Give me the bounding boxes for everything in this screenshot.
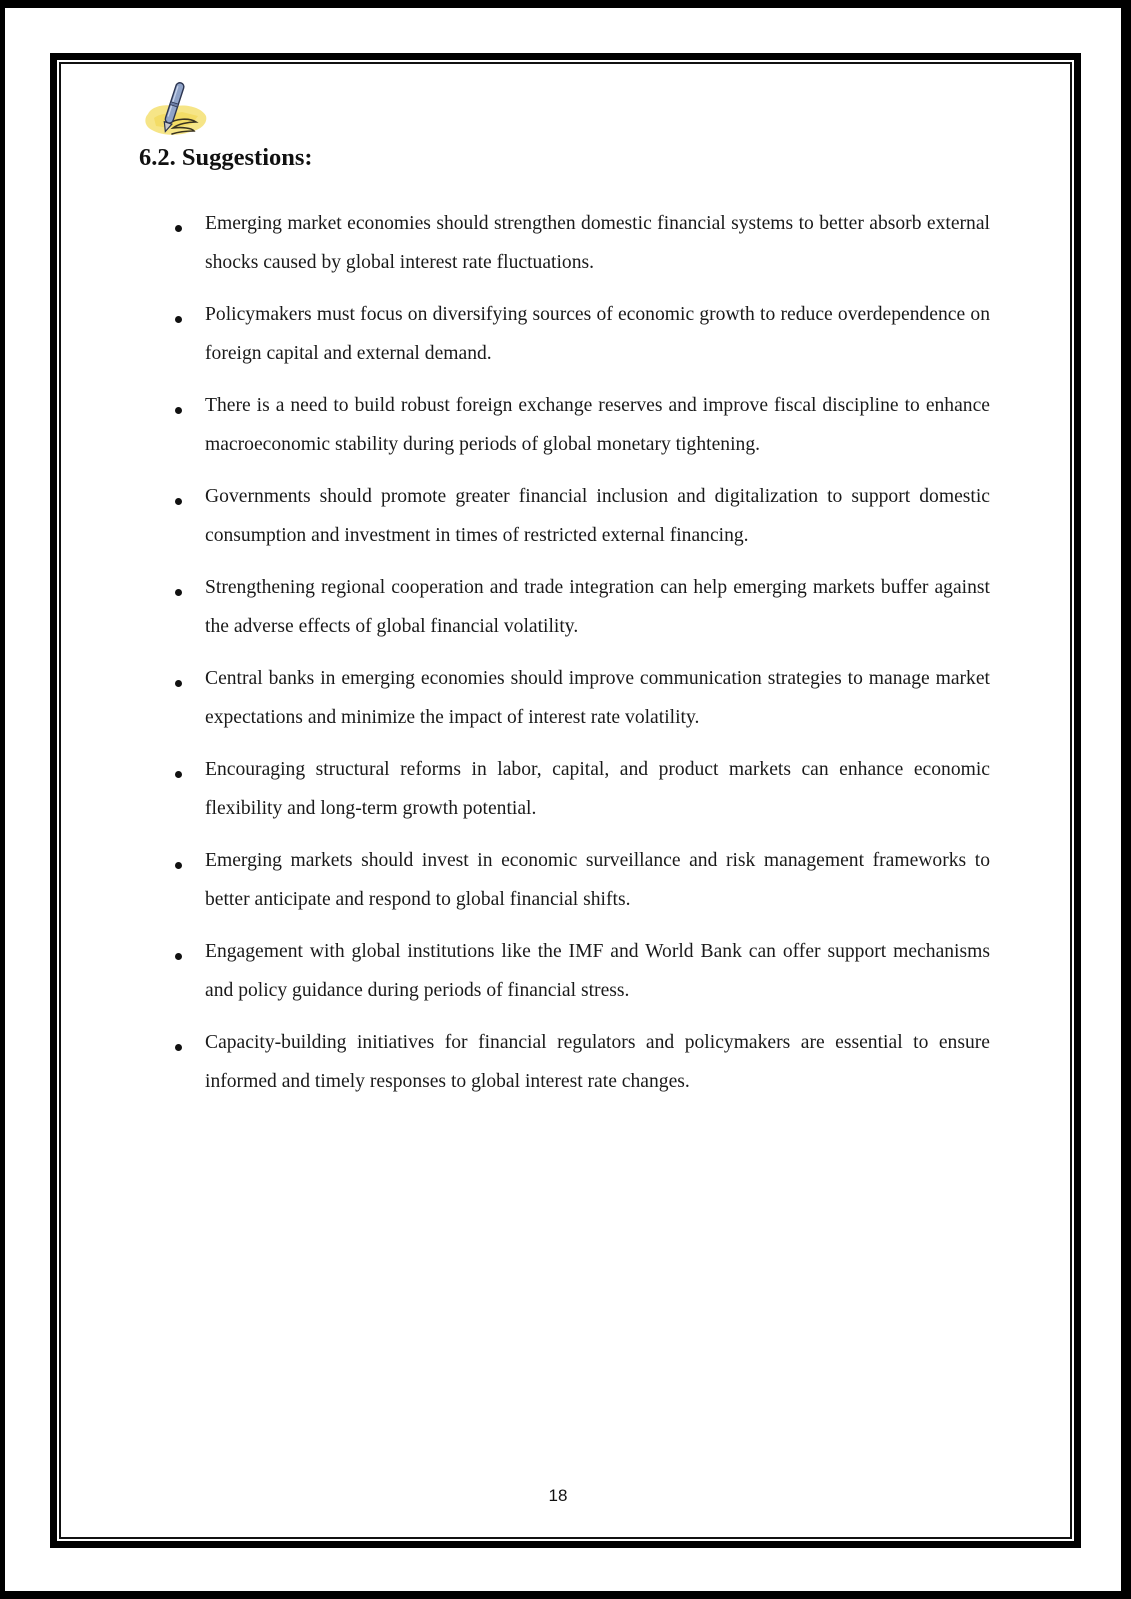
page-number: 18 [548, 1486, 568, 1505]
suggestion-text: Strengthening regional cooperation and trade integration can help emerging markets buffer against the adverse effects of global financial volatility. [205, 577, 990, 637]
bullet-icon [175, 771, 182, 778]
bullet-icon [175, 498, 182, 505]
bullet-icon [175, 225, 182, 232]
suggestion-text: Capacity-building initiatives for financial regulators and policymakers are essential to ensure informed and timely responses to global interest rate changes. [205, 1032, 990, 1092]
section-heading: 6.2. Suggestions: [139, 144, 313, 171]
suggestion-text: Emerging market economies should strengthen domestic financial systems to better absorb external shocks caused by global interest rate fluctuations. [205, 213, 990, 273]
bullet-icon [175, 953, 182, 960]
suggestion-item [5, 396, 1121, 476]
bullet-icon [175, 1044, 182, 1051]
suggestion-item [5, 1033, 1121, 1113]
suggestion-item [5, 487, 1121, 567]
suggestion-item [5, 214, 1121, 294]
suggestion-text: There is a need to build robust foreign exchange reserves and improve fiscal discipline to enhance macroeconomic stability during periods of global monetary tightening. [205, 395, 990, 455]
suggestion-text: Governments should promote greater financial inclusion and digitalization to support domestic consumption and investment in times of restricted external financing. [205, 486, 990, 546]
page-content [5, 8, 1121, 1591]
suggestion-item [5, 851, 1121, 931]
suggestion-item [5, 669, 1121, 749]
suggestion-text: Emerging markets should invest in economic surveillance and risk management frameworks to better anticipate and respond to global financial shifts. [205, 850, 990, 910]
suggestion-item [5, 578, 1121, 658]
bullet-icon [175, 680, 182, 687]
bullet-icon [175, 862, 182, 869]
pen-writing-icon [142, 78, 212, 142]
bullet-icon [175, 407, 182, 414]
suggestion-text: Encouraging structural reforms in labor, capital, and product markets can enhance economic flexibility and long-term growth potential. [205, 759, 990, 819]
suggestion-text: Policymakers must focus on diversifying sources of economic growth to reduce overdependence on foreign capital and external demand. [205, 304, 990, 364]
document-sheet [5, 8, 1121, 1591]
suggestion-item [5, 760, 1121, 840]
bullet-icon [175, 316, 182, 323]
suggestion-item [5, 942, 1121, 1022]
bullet-icon [175, 589, 182, 596]
suggestion-item [5, 305, 1121, 385]
suggestion-text: Central banks in emerging economies should improve communication strategies to manage market expectations and minimize the impact of interest rate volatility. [205, 668, 990, 728]
suggestion-text: Engagement with global institutions like the IMF and World Bank can offer support mechanisms and policy guidance during periods of financial stress. [205, 941, 990, 1001]
